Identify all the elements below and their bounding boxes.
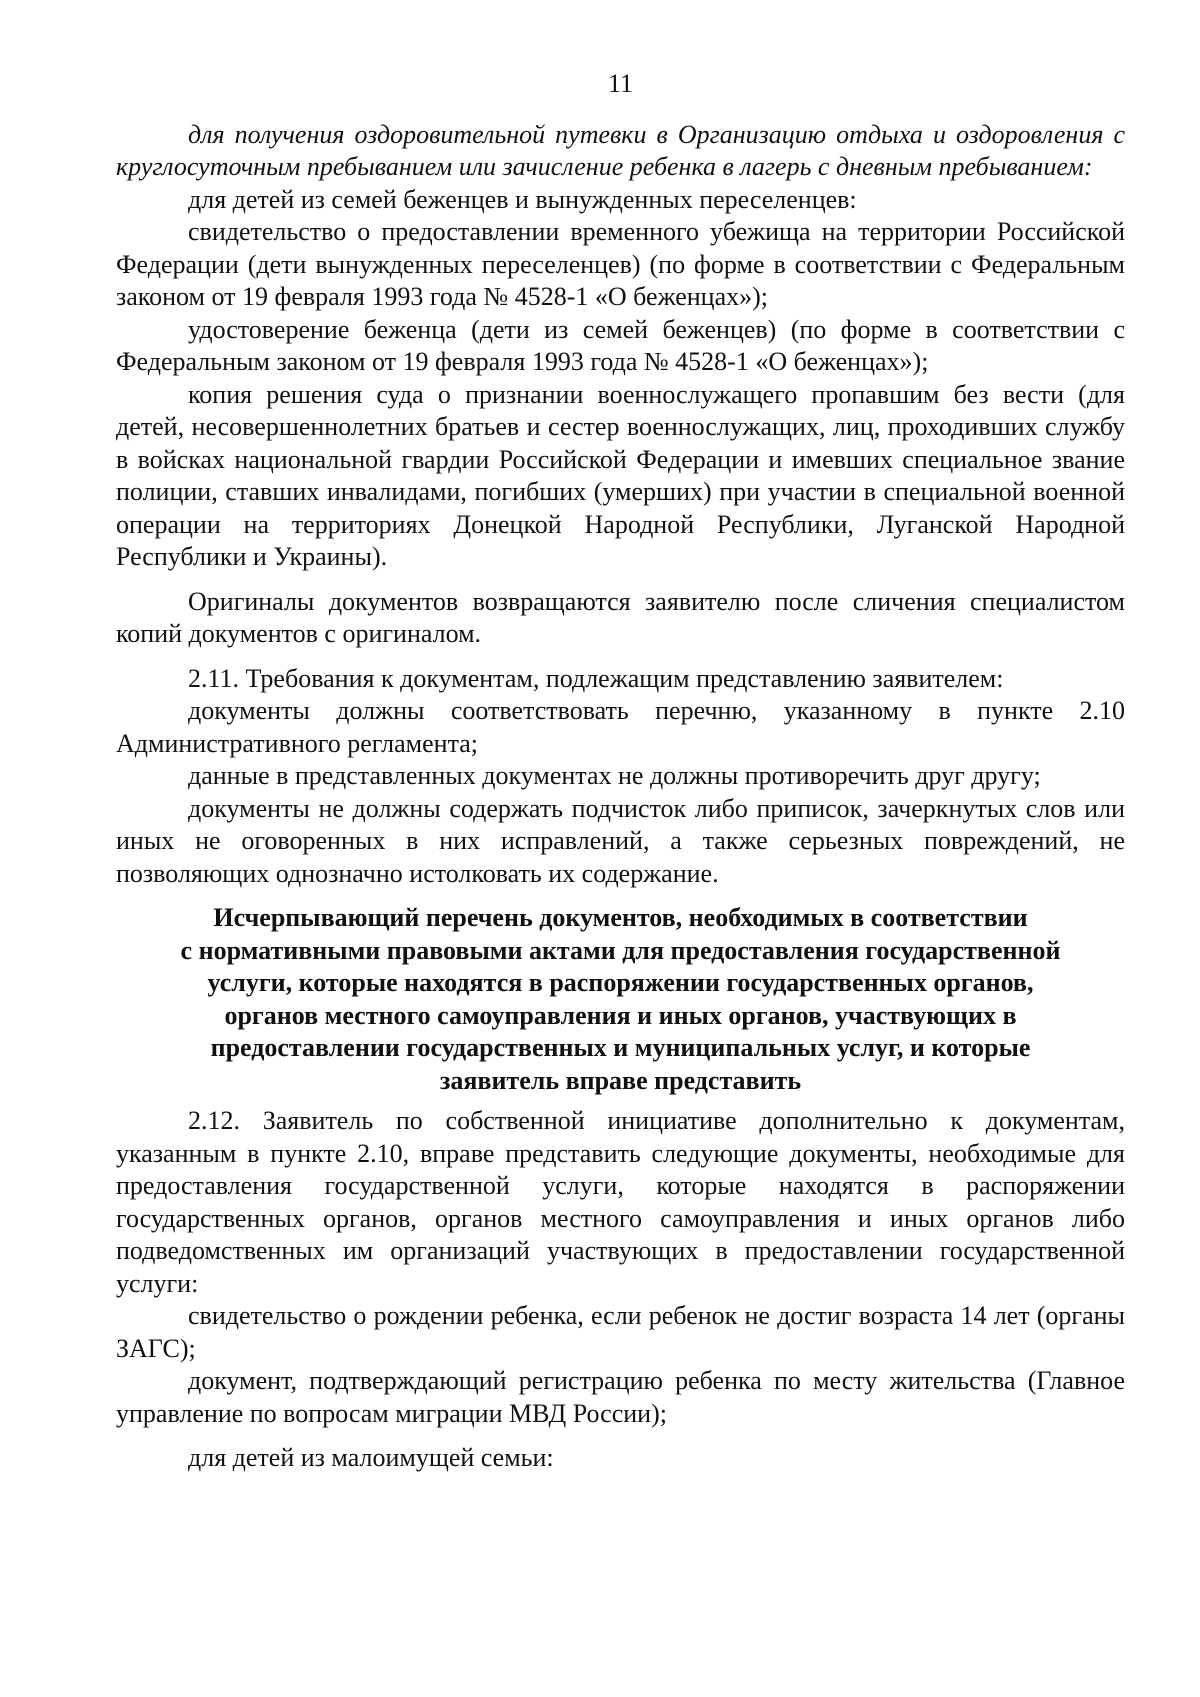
paragraph-list-compliance: документы должны соответствовать перечню, указанному в пункте 2.10 Административного регламента;	[116, 696, 1125, 758]
paragraph-court-decision: копия решения суда о признании военнослужащего пропавшим без вести (для детей, несовершеннолетних братьев и сестер военнослужащих, лиц, проходивших службу в войсках национальной гвардии Российской Федерации и имевших специальное звание полиции, ставших инвалидами, погибших (умерших) при участии в специальной военной операции на территориях Донецкой Народной Республики, Луганской Народной Республики и Украины).	[116, 379, 1125, 571]
section-heading	[116, 902, 1125, 1097]
paragraph-refugee-children: для детей из семей беженцев и вынужденных переселенцев:	[188, 184, 857, 214]
heading-line: услуги, которые находятся в распоряжении государственных органов,	[207, 968, 1034, 997]
paragraph-no-erasures: документы не должны содержать подчисток либо приписок, зачеркнутых слов или иных не оговоренных в них исправлений, а также серьезных повреждений, не позволяющих однозначно истолковать их содержание.	[116, 793, 1125, 888]
paragraph-2-11-requirements: 2.11. Требования к документам, подлежащим представлению заявителем:	[188, 663, 1004, 693]
heading-line: органов местного самоуправления и иных органов, участвующих в	[224, 1000, 1017, 1030]
paragraph-low-income-family: для детей из малоимущей семьи:	[188, 1443, 554, 1472]
heading-line: заявитель вправе представить	[439, 1065, 802, 1095]
paragraph-2-12-own-initiative: 2.12. Заявитель по собственной инициативе дополнительно к документам, указанным в пункте 2.10, вправе представить следующие документы, необходимые для предоставления государственной услуги, которые находятся в распоряжении государственных органов, органов местного самоуправления и иных органов либо подведомственных им организаций участвующих в предоставлении государственной услуги:	[116, 1106, 1125, 1298]
paragraph-asylum-certificate: свидетельство о предоставлении временного убежища на территории Российской Федерации (дети вынужденных переселенцев) (по форме в соответствии с Федеральным законом от 19 февраля 1993 года № 4528-1 «О беженцах»);	[116, 217, 1125, 311]
page-number: 11	[607, 69, 634, 98]
paragraph-no-contradictions: данные в представленных документах не должны противоречить друг другу;	[188, 761, 1041, 790]
heading-line: предоставлении государственных и муниципальных услуг, и которые	[210, 1033, 1031, 1062]
paragraph-health-voucher: для получения оздоровительной путевки в Организацию отдыха и оздоровления с круглосуточным пребыванием или зачисление ребенка в лагерь с дневным пребыванием:	[116, 119, 1125, 181]
heading-line: с нормативными правовыми актами для предоставления государственной	[180, 935, 1061, 965]
document-page	[116, 68, 1125, 1475]
paragraph-originals-returned: Оригиналы документов возвращаются заявителю после сличения специалистом копий документов с оригиналом.	[116, 586, 1125, 648]
paragraph-refugee-id: удостоверение беженца (дети из семей беженцев) (по форме в соответствии с Федеральным законом от 19 февраля 1993 года № 4528-1 «О беженцах»);	[116, 314, 1125, 376]
heading-line: Исчерпывающий перечень документов, необходимых в соответствии	[213, 903, 1028, 932]
paragraph-birth-certificate: свидетельство о рождении ребенка, если ребенок не достиг возраста 14 лет (органы ЗАГС);	[116, 1301, 1125, 1363]
paragraph-registration-document: документ, подтверждающий регистрацию ребенка по месту жительства (Главное управление по вопросам миграции МВД России);	[116, 1366, 1125, 1428]
